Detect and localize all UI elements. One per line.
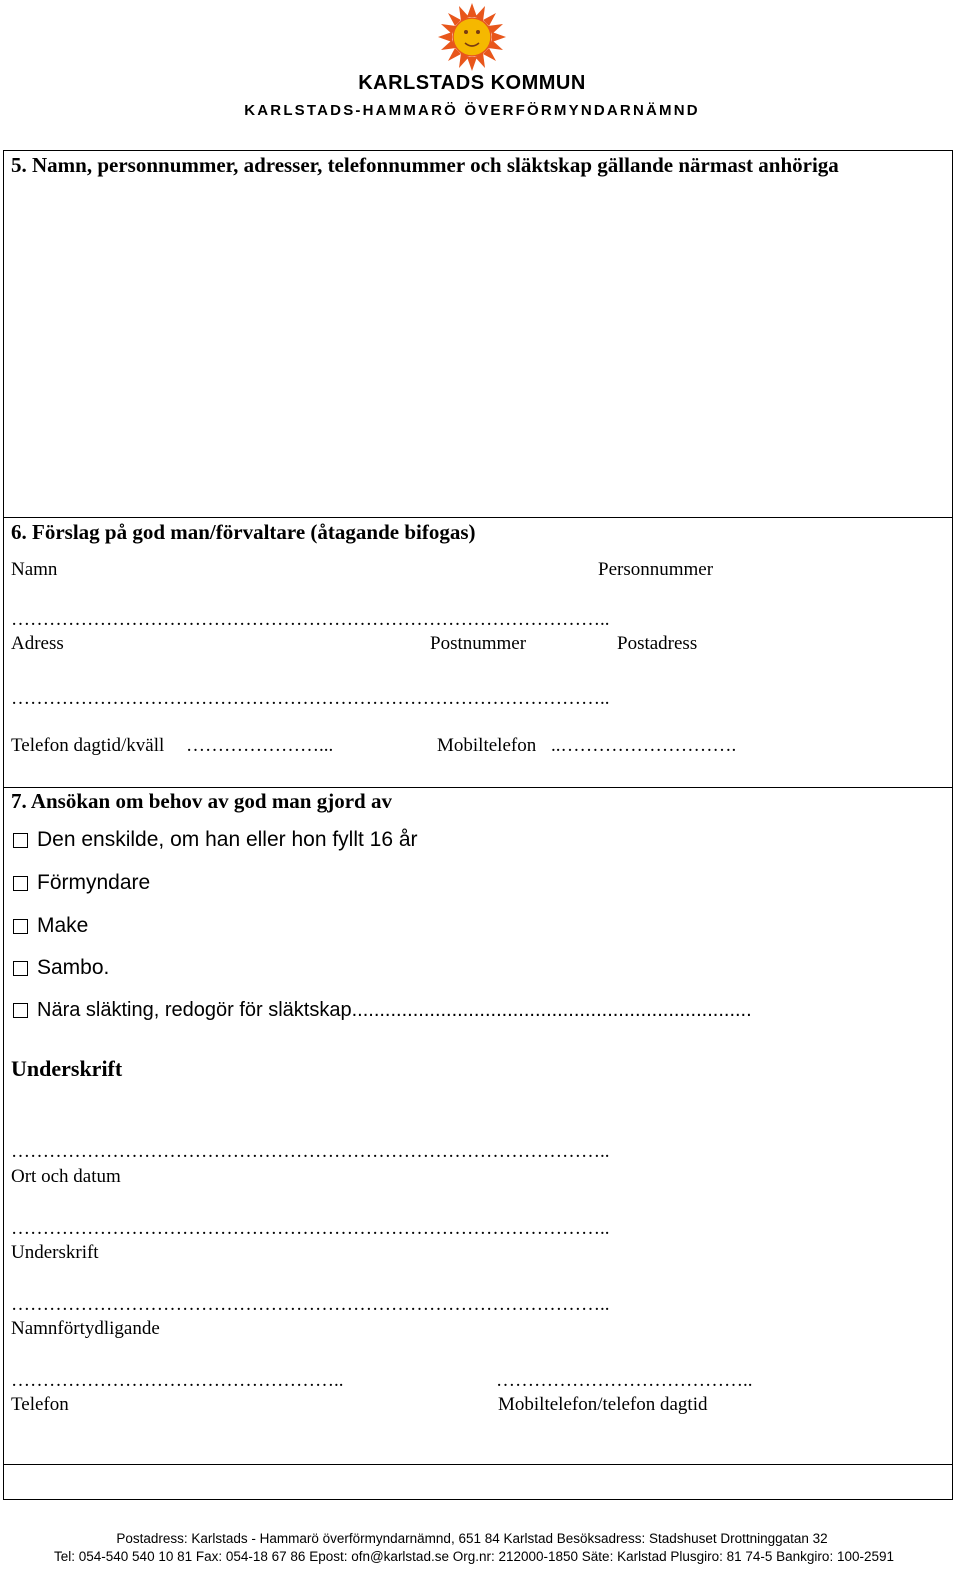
sun-logo-icon	[432, 2, 512, 72]
checkbox[interactable]	[13, 919, 28, 934]
checkbox[interactable]	[13, 876, 28, 891]
option-label: Make	[37, 914, 89, 937]
mobile-input-line[interactable]: ..……………………….	[551, 735, 737, 756]
option-guardian[interactable]	[13, 871, 150, 895]
phone-label: Telefon dagtid/kväll	[11, 735, 165, 756]
signature-heading: Underskrift	[11, 1056, 123, 1081]
postal-address-label: Postadress	[617, 633, 698, 654]
letterhead	[0, 0, 960, 130]
signature-mobile-input-line[interactable]: …………………………………..	[496, 1370, 753, 1391]
section-7-heading: 7. Ansökan om behov av god man gjord av	[11, 789, 392, 813]
checkbox[interactable]	[13, 1003, 28, 1018]
org-name: KARLSTADS KOMMUN	[358, 72, 586, 94]
option-individual[interactable]	[13, 828, 418, 852]
checkbox[interactable]	[13, 961, 28, 976]
option-spouse[interactable]	[13, 914, 88, 938]
signature-phone-label: Telefon	[11, 1394, 69, 1415]
option-label: Förmyndare	[37, 871, 151, 894]
option-relative[interactable]	[13, 999, 752, 1022]
mobile-label: Mobiltelefon	[437, 735, 537, 756]
checkbox[interactable]	[13, 833, 28, 848]
section-6-heading: 6. Förslag på god man/förvaltare (åtagande bifogas)	[11, 520, 476, 544]
signature-mobile-label: Mobiltelefon/telefon dagtid	[498, 1394, 708, 1415]
option-cohabitant[interactable]	[13, 956, 109, 980]
empty-bottom-box	[3, 1464, 953, 1500]
name-clarification-input-line[interactable]: …………………………………………………………………………………..	[11, 1294, 610, 1315]
signature-label: Underskrift	[11, 1242, 99, 1263]
option-label: Nära släkting, redogör för släktskap........................................................................	[37, 999, 752, 1021]
signature-phone-input-line[interactable]: ……………………………………………..	[11, 1370, 344, 1391]
option-label: Den enskilde, om han eller hon fyllt 16 år	[37, 828, 418, 851]
committee-name: KARLSTADS-HAMMARÖ ÖVERFÖRMYNDARNÄMND	[244, 102, 700, 119]
section-5-heading: 5. Namn, personnummer, adresser, telefonnummer och släktskap gällande närmast anhöriga	[11, 153, 839, 177]
option-label: Sambo.	[37, 956, 110, 979]
name-input-line[interactable]: …………………………………………………………………………………..	[11, 609, 610, 630]
place-date-input-line[interactable]: …………………………………………………………………………………..	[11, 1141, 610, 1162]
address-label: Adress	[11, 633, 64, 654]
footer-postal-address: Postadress: Karlstads - Hammarö överförmyndarnämnd, 651 84 Karlstad Besöksadress: Stadshuset Drottninggatan 32	[116, 1531, 828, 1546]
postal-code-label: Postnummer	[430, 633, 527, 654]
name-label: Namn	[11, 559, 58, 580]
address-input-line[interactable]: …………………………………………………………………………………..	[11, 688, 610, 709]
place-date-label: Ort och datum	[11, 1166, 121, 1187]
signature-input-line[interactable]: …………………………………………………………………………………..	[11, 1218, 610, 1239]
phone-input-line[interactable]: …………………...	[186, 735, 334, 756]
footer-contact-info: Tel: 054-540 540 10 81 Fax: 054-18 67 86 Epost: ofn@karlstad.se Org.nr: 212000-1850 Säte: Karlstad Plusgiro: 81 74-5 Bankgiro: 100-2591	[54, 1549, 894, 1564]
name-clarification-label: Namnförtydligande	[11, 1318, 160, 1339]
section-5-box	[3, 150, 953, 518]
personal-number-label: Personnummer	[598, 559, 714, 580]
